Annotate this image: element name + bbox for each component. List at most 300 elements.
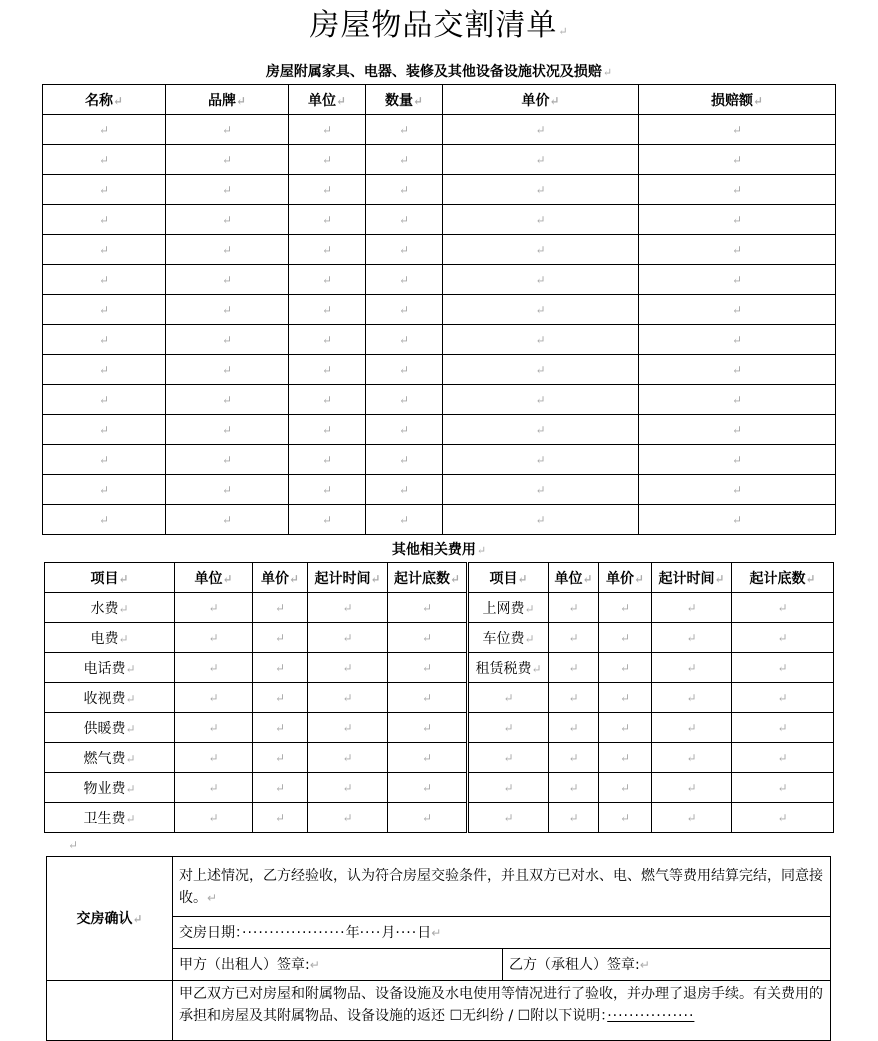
fees-cell[interactable] [732, 773, 834, 803]
paragraph-mark-icon: ↵ [619, 660, 631, 675]
fees-cell[interactable] [549, 593, 599, 623]
paragraph-mark-icon: ↵ [777, 810, 788, 825]
paragraph-mark-icon: ↵ [731, 212, 743, 227]
paragraph-mark-icon: ↵ [274, 720, 286, 735]
fee-item-label: 上网费 [482, 600, 525, 617]
fees-cell[interactable] [549, 803, 599, 833]
handover-date-label: 交房日期： [179, 924, 242, 941]
furniture-header-cell [289, 85, 366, 115]
paragraph-mark-icon: ↵ [398, 332, 410, 347]
furniture-cell[interactable] [639, 235, 836, 265]
paragraph-mark-icon: ↵ [398, 152, 410, 167]
fees-cell[interactable] [549, 743, 599, 773]
fees-header-cell [388, 563, 468, 593]
fees-cell[interactable] [308, 743, 388, 773]
furniture-cell[interactable] [43, 325, 166, 355]
furniture-row [43, 265, 836, 295]
fees-cell[interactable] [652, 653, 732, 683]
fees-cell[interactable] [549, 623, 599, 653]
furniture-cell[interactable] [366, 445, 443, 475]
fee-item-cell[interactable] [468, 803, 549, 833]
fees-cell[interactable] [175, 593, 253, 623]
furniture-cell[interactable] [43, 475, 166, 505]
fees-cell[interactable] [599, 653, 652, 683]
fees-cell[interactable] [599, 683, 652, 713]
paragraph-mark-icon: ↵ [476, 544, 487, 557]
paragraph-mark-icon: ↵ [731, 332, 743, 347]
no-dispute-checkbox[interactable]: ☐ [449, 1008, 463, 1024]
paragraph-mark-icon: ↵ [208, 630, 219, 645]
paragraph-mark-icon: ↵ [619, 630, 631, 645]
furniture-cell[interactable] [43, 385, 166, 415]
fees-cell[interactable] [388, 773, 468, 803]
fees-cell[interactable] [175, 713, 253, 743]
furniture-cell[interactable] [289, 445, 366, 475]
paragraph-mark-icon: ↵ [535, 212, 546, 227]
paragraph-mark-icon: ↵ [619, 600, 631, 615]
date-month-label: 月 [381, 924, 396, 941]
paragraph-mark-icon: ↵ [731, 272, 743, 287]
furniture-row [43, 175, 836, 205]
furniture-cell[interactable] [166, 115, 289, 145]
paragraph-mark-icon: ↵ [805, 571, 816, 586]
furniture-cell[interactable] [289, 325, 366, 355]
furniture-cell[interactable] [43, 265, 166, 295]
furniture-cell[interactable] [443, 235, 639, 265]
fees-cell[interactable] [253, 803, 308, 833]
explain-label: 附以下说明： [530, 1008, 608, 1024]
furniture-cell[interactable] [289, 505, 366, 535]
paragraph-mark-icon: ↵ [524, 631, 535, 646]
fees-cell[interactable] [388, 713, 468, 743]
paragraph-mark-icon: ↵ [398, 212, 410, 227]
paragraph-mark-icon: ↵ [208, 810, 219, 825]
fee-item-label: 收视费 [83, 690, 126, 707]
fees-cell[interactable] [388, 653, 468, 683]
fees-cell[interactable] [599, 743, 652, 773]
fees-cell[interactable] [652, 803, 732, 833]
furniture-cell[interactable] [43, 445, 166, 475]
party-b-sign-cell[interactable] [503, 949, 831, 981]
fees-cell[interactable] [253, 743, 308, 773]
paragraph-mark-icon: ↵ [421, 630, 433, 645]
furniture-header-cell [639, 85, 836, 115]
furniture-cell[interactable] [639, 295, 836, 325]
return-label-cell [47, 981, 173, 1041]
paragraph-mark-icon: ↵ [524, 601, 535, 616]
furniture-header-cell [43, 85, 166, 115]
fees-row [45, 803, 834, 833]
fees-cell[interactable] [253, 593, 308, 623]
furniture-header-cell [366, 85, 443, 115]
paragraph-mark-icon: ↵ [568, 720, 579, 735]
furniture-cell[interactable] [366, 175, 443, 205]
fee-item-label: 燃气费 [83, 750, 126, 767]
furniture-cell[interactable] [166, 475, 289, 505]
paragraph-mark-icon: ↵ [619, 690, 631, 705]
furniture-cell[interactable] [43, 205, 166, 235]
fees-header-cell [45, 563, 175, 593]
fees-header-label: 项目 [489, 570, 518, 587]
fees-cell[interactable] [652, 683, 732, 713]
fees-cell[interactable] [732, 623, 834, 653]
fees-cell[interactable] [732, 683, 834, 713]
paragraph-mark-icon: ↵ [221, 302, 233, 317]
paragraph-mark-icon: ↵ [321, 212, 333, 227]
paragraph-mark-icon: ↵ [731, 452, 743, 467]
fees-cell[interactable] [175, 683, 253, 713]
furniture-cell[interactable] [166, 295, 289, 325]
date-fill-line[interactable]: ··················· [242, 924, 346, 941]
paragraph-mark-icon: ↵ [274, 750, 286, 765]
furniture-cell[interactable] [443, 445, 639, 475]
furniture-cell[interactable] [639, 505, 836, 535]
fees-cell[interactable] [652, 743, 732, 773]
furniture-cell[interactable] [443, 115, 639, 145]
fees-cell[interactable] [652, 593, 732, 623]
paragraph-mark-icon: ↵ [98, 422, 110, 437]
paragraph-mark-icon: ↵ [207, 890, 218, 905]
furniture-cell[interactable] [366, 115, 443, 145]
furniture-cell[interactable] [166, 235, 289, 265]
option-separator: / [508, 1008, 514, 1024]
fee-item-cell[interactable] [468, 683, 549, 713]
furniture-cell[interactable] [639, 415, 836, 445]
fees-cell[interactable] [732, 713, 834, 743]
furniture-cell[interactable] [166, 505, 289, 535]
fees-cell[interactable] [308, 773, 388, 803]
paragraph-mark-icon: ↵ [731, 362, 743, 377]
furniture-cell[interactable] [366, 415, 443, 445]
fees-header-label: 单价 [605, 570, 634, 587]
fees-section-title-text: 其他相关费用 [391, 542, 476, 558]
fees-cell[interactable] [549, 773, 599, 803]
paragraph-mark-icon: ↵ [568, 690, 579, 705]
furniture-cell[interactable] [289, 235, 366, 265]
fees-header-cell [732, 563, 834, 593]
furniture-cell[interactable] [366, 235, 443, 265]
furniture-cell[interactable] [443, 415, 639, 445]
paragraph-mark-icon: ↵ [558, 25, 569, 38]
furniture-cell[interactable] [639, 145, 836, 175]
paragraph-mark-icon: ↵ [335, 93, 347, 108]
furniture-row [43, 295, 836, 325]
fees-header-cell [308, 563, 388, 593]
paragraph-mark-icon: ↵ [342, 720, 353, 735]
furniture-cell[interactable] [289, 175, 366, 205]
paragraph-mark-icon: ↵ [686, 750, 697, 765]
month-fill-line[interactable]: ···· [359, 924, 382, 941]
fees-cell[interactable] [652, 713, 732, 743]
fees-cell[interactable] [175, 743, 253, 773]
fees-section-title [0, 540, 878, 561]
paragraph-mark-icon: ↵ [342, 690, 353, 705]
furniture-row [43, 235, 836, 265]
furniture-cell[interactable] [289, 355, 366, 385]
furniture-cell[interactable] [366, 475, 443, 505]
paragraph-mark-icon: ↵ [686, 780, 697, 795]
paragraph-mark-icon: ↵ [777, 660, 788, 675]
furniture-cell[interactable] [366, 145, 443, 175]
furniture-cell[interactable] [443, 265, 639, 295]
party-b-sign-label: 乙方（承租人）签章: [509, 956, 640, 973]
fees-cell[interactable] [308, 683, 388, 713]
furniture-cell[interactable] [43, 175, 166, 205]
furniture-table-header [43, 85, 836, 115]
furniture-cell[interactable] [639, 265, 836, 295]
paragraph-mark-icon: ↵ [731, 182, 743, 197]
fees-cell[interactable] [732, 743, 834, 773]
furniture-row [43, 445, 836, 475]
furniture-cell[interactable] [43, 115, 166, 145]
paragraph-mark-icon: ↵ [421, 720, 433, 735]
handover-date-cell[interactable] [173, 917, 831, 949]
paragraph-mark-icon: ↵ [208, 720, 219, 735]
fees-cell[interactable] [732, 653, 834, 683]
fee-item-label: 水费 [90, 600, 119, 617]
paragraph-mark-icon: ↵ [777, 630, 788, 645]
furniture-cell[interactable] [443, 355, 639, 385]
fee-item-cell[interactable] [468, 713, 549, 743]
fees-table [44, 562, 834, 833]
handover-label-cell [47, 857, 173, 981]
furniture-cell[interactable] [639, 325, 836, 355]
return-statement-cell [173, 981, 831, 1041]
furniture-cell[interactable] [639, 115, 836, 145]
paragraph-mark-icon: ↵ [68, 838, 79, 852]
furniture-cell[interactable] [289, 265, 366, 295]
furniture-cell[interactable] [366, 205, 443, 235]
paragraph-mark-icon: ↵ [321, 302, 333, 317]
fees-cell[interactable] [549, 713, 599, 743]
fees-cell[interactable] [599, 713, 652, 743]
furniture-table-body [43, 115, 836, 535]
paragraph-mark-icon: ↵ [398, 452, 410, 467]
paragraph-mark-icon: ↵ [686, 810, 697, 825]
paragraph-mark-icon: ↵ [602, 66, 613, 79]
furniture-cell[interactable] [443, 205, 639, 235]
paragraph-mark-icon: ↵ [731, 482, 743, 497]
furniture-cell[interactable] [366, 355, 443, 385]
furniture-cell[interactable] [366, 295, 443, 325]
furniture-cell[interactable] [639, 475, 836, 505]
fees-row [45, 773, 834, 803]
furniture-cell[interactable] [443, 145, 639, 175]
paragraph-mark-icon: ↵ [98, 392, 110, 407]
fees-header-label: 单位 [554, 570, 583, 587]
furniture-cell[interactable] [166, 385, 289, 415]
fees-cell[interactable] [549, 683, 599, 713]
furniture-cell[interactable] [43, 145, 166, 175]
furniture-cell[interactable] [443, 475, 639, 505]
furniture-cell[interactable] [166, 265, 289, 295]
furniture-header-label: 单位 [307, 92, 336, 109]
furniture-cell[interactable] [166, 445, 289, 475]
paragraph-mark-icon: ↵ [535, 122, 546, 137]
furniture-cell[interactable] [166, 205, 289, 235]
fees-cell[interactable] [253, 713, 308, 743]
paragraph-mark-icon: ↵ [421, 660, 433, 675]
fees-cell[interactable] [652, 773, 732, 803]
paragraph-mark-icon: ↵ [686, 660, 697, 675]
paragraph-mark-icon: ↵ [321, 362, 333, 377]
paragraph-mark-icon: ↵ [777, 750, 788, 765]
fee-item-cell[interactable] [468, 743, 549, 773]
fees-cell[interactable] [599, 773, 652, 803]
fees-cell[interactable] [308, 803, 388, 833]
handover-statement: 对上述情况，乙方经验收，认为符合房屋交验条件，并且双方已对水、电、燃气等费用结算完结，同意接收。 [179, 867, 823, 906]
fees-header-label: 单位 [194, 570, 223, 587]
fees-cell[interactable] [308, 713, 388, 743]
paragraph-mark-icon: ↵ [342, 600, 353, 615]
paragraph-mark-icon: ↵ [370, 571, 381, 586]
furniture-cell[interactable] [289, 205, 366, 235]
fees-cell[interactable] [388, 683, 468, 713]
furniture-cell[interactable] [166, 415, 289, 445]
furniture-cell[interactable] [43, 295, 166, 325]
paragraph-mark-icon: ↵ [421, 750, 433, 765]
furniture-cell[interactable] [43, 235, 166, 265]
furniture-cell[interactable] [366, 385, 443, 415]
furniture-cell[interactable] [366, 325, 443, 355]
furniture-cell[interactable] [639, 175, 836, 205]
fees-header-cell [549, 563, 599, 593]
fee-item-cell [45, 683, 175, 713]
fees-cell[interactable] [175, 773, 253, 803]
furniture-cell[interactable] [43, 505, 166, 535]
furniture-header-label: 品牌 [207, 92, 236, 109]
paragraph-mark-icon: ↵ [535, 482, 546, 497]
furniture-cell[interactable] [366, 265, 443, 295]
explain-fill-line[interactable]: ················ [607, 1008, 695, 1024]
paragraph-mark-icon: ↵ [398, 302, 410, 317]
paragraph-mark-icon: ↵ [221, 152, 233, 167]
furniture-cell[interactable] [639, 355, 836, 385]
paragraph-mark-icon: ↵ [412, 93, 424, 108]
fees-cell[interactable] [388, 593, 468, 623]
paragraph-mark-icon: ↵ [98, 302, 110, 317]
handover-statement-row [47, 857, 831, 917]
paragraph-mark-icon: ↵ [321, 452, 333, 467]
furniture-cell[interactable] [166, 145, 289, 175]
paragraph-mark-icon: ↵ [221, 512, 233, 527]
furniture-table [42, 84, 836, 535]
fees-cell[interactable] [388, 743, 468, 773]
paragraph-mark-icon: ↵ [342, 780, 353, 795]
fees-cell[interactable] [308, 623, 388, 653]
paragraph-mark-icon: ↵ [208, 600, 219, 615]
furniture-header-cell [166, 85, 289, 115]
paragraph-mark-icon: ↵ [731, 512, 743, 527]
fees-cell[interactable] [599, 803, 652, 833]
furniture-cell[interactable] [289, 115, 366, 145]
furniture-cell[interactable] [443, 325, 639, 355]
paragraph-mark-icon: ↵ [568, 630, 579, 645]
fees-cell[interactable] [175, 803, 253, 833]
furniture-cell[interactable] [366, 505, 443, 535]
paragraph-mark-icon: ↵ [503, 690, 514, 705]
fees-cell[interactable] [308, 653, 388, 683]
paragraph-mark-icon: ↵ [221, 272, 233, 287]
fees-cell[interactable] [388, 803, 468, 833]
fees-cell[interactable] [732, 593, 834, 623]
furniture-cell[interactable] [43, 355, 166, 385]
furniture-cell[interactable] [166, 325, 289, 355]
paragraph-mark-icon: ↵ [777, 690, 788, 705]
fee-item-cell[interactable] [468, 773, 549, 803]
furniture-section-title-text: 房屋附属家具、电器、装修及其他设备设施状况及损赔 [265, 64, 602, 80]
fees-cell[interactable] [599, 593, 652, 623]
fee-item-label: 供暖费 [83, 720, 126, 737]
paragraph-mark-icon: ↵ [731, 422, 743, 437]
furniture-cell[interactable] [443, 175, 639, 205]
furniture-cell[interactable] [639, 205, 836, 235]
paragraph-mark-icon: ↵ [321, 122, 333, 137]
party-a-sign-cell[interactable] [173, 949, 503, 981]
furniture-cell[interactable] [289, 415, 366, 445]
fees-cell[interactable] [388, 623, 468, 653]
furniture-cell[interactable] [166, 175, 289, 205]
fees-cell[interactable] [599, 623, 652, 653]
fees-table-header [45, 563, 834, 593]
furniture-header-label: 名称 [84, 92, 113, 109]
paragraph-mark-icon: ↵ [549, 93, 560, 108]
fees-cell[interactable] [175, 623, 253, 653]
paragraph-mark-icon: ↵ [517, 571, 528, 586]
paragraph-mark-icon: ↵ [222, 571, 233, 586]
fees-cell[interactable] [732, 803, 834, 833]
paragraph-mark-icon: ↵ [421, 810, 433, 825]
furniture-header-label: 损赔额 [710, 92, 753, 109]
fee-item-label: 电话费 [83, 660, 126, 677]
furniture-cell[interactable] [289, 145, 366, 175]
furniture-cell[interactable] [289, 385, 366, 415]
fees-cell[interactable] [175, 653, 253, 683]
furniture-cell[interactable] [289, 295, 366, 325]
fees-cell[interactable] [253, 653, 308, 683]
furniture-cell[interactable] [43, 415, 166, 445]
fees-header-label: 起计时间 [314, 570, 371, 587]
paragraph-mark-icon: ↵ [421, 780, 433, 795]
paragraph-mark-icon: ↵ [777, 720, 788, 735]
furniture-cell[interactable] [443, 505, 639, 535]
furniture-cell[interactable] [166, 355, 289, 385]
paragraph-mark-icon: ↵ [321, 482, 333, 497]
explain-checkbox[interactable]: ☐ [517, 1008, 531, 1024]
fees-cell[interactable] [253, 773, 308, 803]
paragraph-mark-icon: ↵ [221, 182, 233, 197]
date-day-label: 日 [417, 924, 432, 941]
day-fill-line[interactable]: ···· [395, 924, 418, 941]
fee-item-label: 卫生费 [83, 810, 126, 827]
paragraph-mark-icon: ↵ [221, 332, 233, 347]
paragraph-mark-icon: ↵ [714, 571, 725, 586]
paragraph-mark-icon: ↵ [398, 482, 410, 497]
furniture-cell[interactable] [443, 385, 639, 415]
furniture-cell[interactable] [289, 475, 366, 505]
fees-cell[interactable] [549, 653, 599, 683]
fees-cell[interactable] [308, 593, 388, 623]
fee-item-cell [45, 593, 175, 623]
fees-header-label: 起计底数 [749, 570, 806, 587]
fee-item-cell [45, 773, 175, 803]
furniture-cell[interactable] [639, 445, 836, 475]
fees-cell[interactable] [253, 683, 308, 713]
furniture-cell[interactable] [443, 295, 639, 325]
furniture-cell[interactable] [639, 385, 836, 415]
fees-cell[interactable] [652, 623, 732, 653]
fees-cell[interactable] [253, 623, 308, 653]
